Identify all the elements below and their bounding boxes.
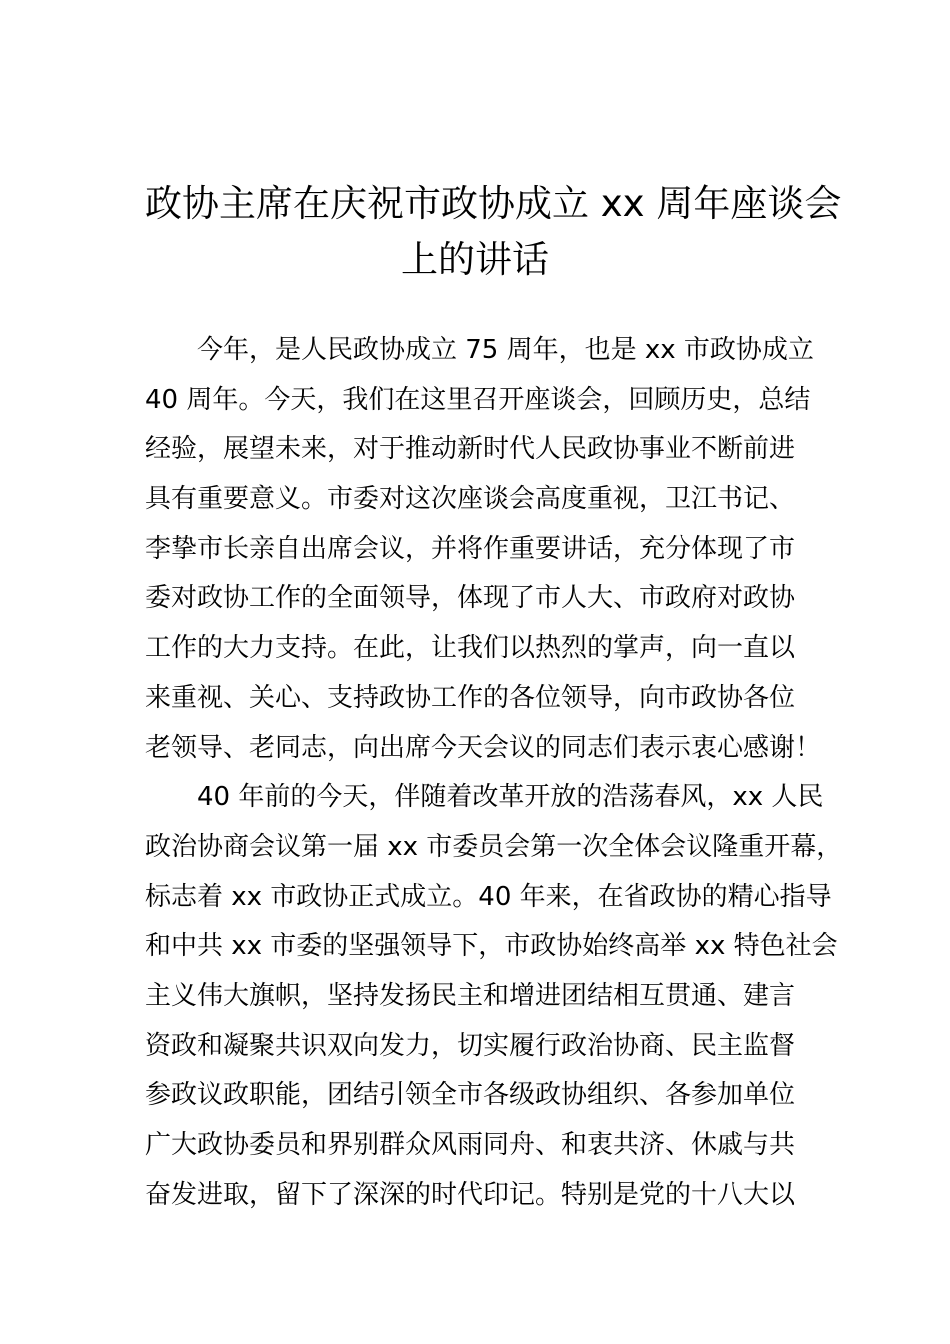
title-line: 政协主席在庆祝市政协成立 xx 周年座谈会 [145, 182, 842, 225]
paragraph-line: 具有重要意义。市委对这次座谈会高度重视，卫江书记、 [145, 484, 796, 515]
paragraph-line: 标志着 xx 市政协正式成立。40 年来，在省政协的精心指导 [145, 881, 832, 912]
paragraph-line: 老领导、老同志，向出席今天会议的同志们表示衷心感谢！ [145, 732, 822, 763]
paragraph-line: 李挚市长亲自出席会议，并将作重要讲话，充分体现了市 [145, 533, 796, 564]
paragraph-line: 经验，展望未来，对于推动新时代人民政协事业不断前进 [145, 434, 796, 465]
document-title [145, 176, 842, 288]
paragraph-line: 委对政协工作的全面领导，体现了市人大、市政府对政协 [145, 583, 796, 614]
paragraph-line: 和中共 xx 市委的坚强领导下，市政协始终高举 xx 特色社会 [145, 931, 838, 962]
paragraph-line: 参政议政职能，团结引领全市各级政协组织、各参加单位 [145, 1080, 796, 1111]
paragraph-line: 资政和凝聚共识双向发力，切实履行政治协商、民主监督 [145, 1030, 796, 1061]
title-line: 上的讲话 [401, 238, 549, 281]
paragraph-line: 今年，是人民政协成立 75 周年，也是 xx 市政协成立 [197, 335, 814, 365]
paragraph-line: 主义伟大旗帜，坚持发扬民主和增进团结相互贯通、建言 [145, 980, 796, 1011]
paragraph-line: 政治协商会议第一届 xx 市委员会第一次全体会议隆重开幕， [145, 831, 843, 862]
document-body [145, 326, 843, 1220]
paragraph-line: 奋发进取，留下了深深的时代印记。特别是党的十八大以 [145, 1179, 796, 1210]
paragraph-line: 40 周年。今天，我们在这里召开座谈会，回顾历史，总结 [145, 384, 811, 415]
paragraph-line: 工作的大力支持。在此，让我们以热烈的掌声，向一直以 [145, 633, 796, 664]
paragraph-line: 40 年前的今天，伴随着改革开放的浩荡春风，xx 人民 [197, 782, 824, 813]
paragraph-line: 广大政协委员和界别群众风雨同舟、和衷共济、休戚与共 [145, 1130, 796, 1160]
paragraph-line: 来重视、关心、支持政协工作的各位领导，向市政协各位 [145, 682, 796, 713]
